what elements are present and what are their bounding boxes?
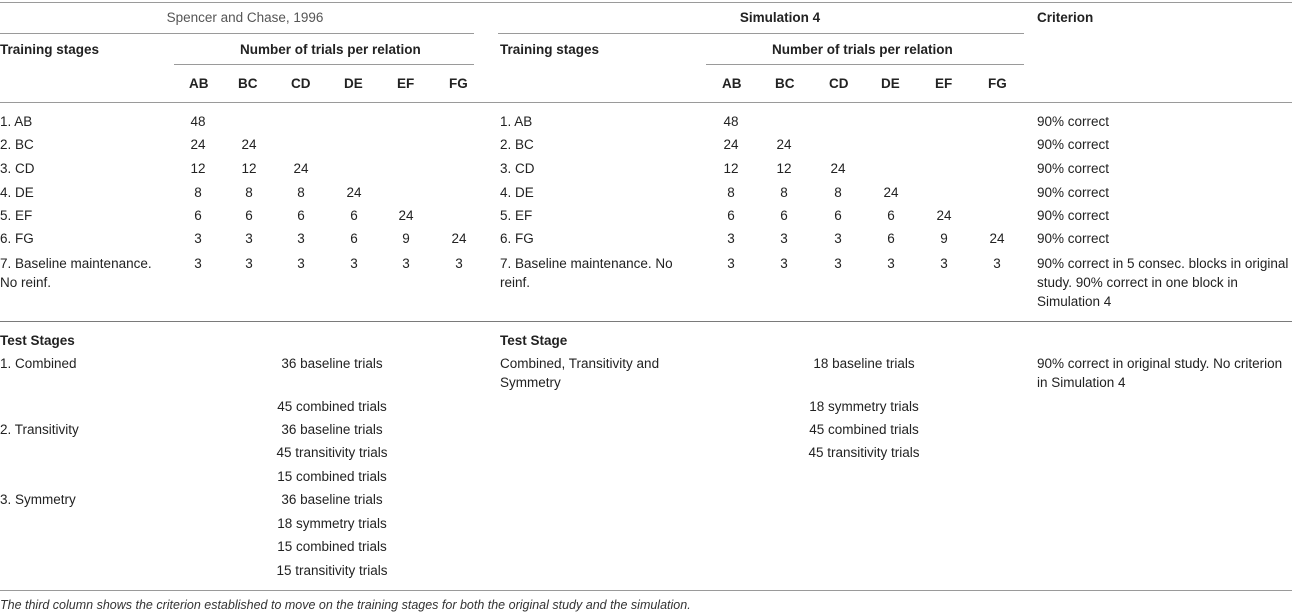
right-relation-cd: CD: [829, 76, 849, 91]
simulation-trial-count: 3: [834, 231, 842, 246]
simulation-trial-count: 8: [834, 185, 842, 200]
test-combined-label: 1. Combined: [0, 356, 77, 371]
right-relation-ef: EF: [935, 76, 953, 91]
training-stage-original: 6. FG: [0, 231, 34, 246]
table-footnote: The third column shows the criterion established to move on the training stages for both the original study and the simulation.: [0, 598, 691, 612]
training-stage-simulation: 5. EF: [500, 208, 533, 223]
rule-under-left-title: [0, 33, 474, 34]
test-transitivity-trial: 45 transitivity trials: [276, 445, 388, 460]
simulation-trial-count: 3: [834, 256, 842, 271]
rule-before-test: [0, 321, 1292, 322]
training-criterion: 90% correct: [1037, 114, 1110, 129]
training-criterion: 90% correct: [1037, 161, 1110, 176]
rule-under-right-title: [498, 33, 1024, 34]
simulation-trial-count: 3: [780, 231, 788, 246]
right-relation-ab: AB: [722, 76, 742, 91]
original-trial-count: 3: [350, 256, 358, 271]
rule-under-header: [0, 102, 1292, 103]
training-stage-simulation: 4. DE: [500, 185, 534, 200]
left-trials-heading: Number of trials per relation: [240, 42, 421, 57]
simulation-trial-count: 6: [834, 208, 842, 223]
original-trial-count: 3: [245, 256, 253, 271]
simulation-trial-count: 3: [727, 231, 735, 246]
training-stage-original: 3. CD: [0, 161, 35, 176]
right-relation-de: DE: [881, 76, 900, 91]
test-simulation-label: Combined, Transitivity and Symmetry: [500, 356, 660, 390]
original-trial-count: 3: [455, 256, 463, 271]
simulation-trial-count: 6: [780, 208, 788, 223]
left-relation-ab: AB: [189, 76, 209, 91]
baseline-stage-original: 7. Baseline maintenance. No reinf.: [0, 256, 152, 290]
simulation-trial-count: 48: [723, 114, 739, 129]
right-study-title: Simulation 4: [739, 10, 821, 25]
training-criterion: 90% correct: [1037, 185, 1110, 200]
simulation-trial-count: 3: [887, 256, 895, 271]
original-trial-count: 3: [194, 231, 202, 246]
test-transitivity-trial: 36 baseline trials: [281, 422, 383, 437]
training-stage-original: 4. DE: [0, 185, 34, 200]
left-relation-ef: EF: [397, 76, 415, 91]
training-stage-original: 2. BC: [0, 137, 34, 152]
original-trial-count: 12: [241, 161, 257, 176]
simulation-trial-count: 12: [776, 161, 792, 176]
baseline-stage-simulation: 7. Baseline maintenance. No reinf.: [500, 256, 673, 290]
original-trial-count: 3: [194, 256, 202, 271]
test-simulation-trial: 45 transitivity trials: [808, 445, 920, 460]
simulation-trial-count: 24: [936, 208, 952, 223]
original-trial-count: 3: [245, 231, 253, 246]
original-trial-count: 24: [293, 161, 309, 176]
original-trial-count: 9: [402, 231, 410, 246]
test-symmetry-trial: 15 combined trials: [277, 539, 387, 554]
table-top-rule: [0, 2, 1292, 3]
training-stage-original: 1. AB: [0, 114, 33, 129]
rule-under-right-trials: [706, 64, 1024, 65]
training-criterion: 90% correct: [1037, 137, 1110, 152]
test-symmetry-trial: 18 symmetry trials: [277, 516, 387, 531]
simulation-trial-count: 8: [727, 185, 735, 200]
test-transitivity-trial: 15 combined trials: [277, 469, 387, 484]
test-simulation-trial: 45 combined trials: [809, 422, 919, 437]
original-trial-count: 24: [398, 208, 414, 223]
simulation-trial-count: 8: [780, 185, 788, 200]
training-criterion: 90% correct: [1037, 231, 1110, 246]
original-trial-count: 6: [245, 208, 253, 223]
simulation-trial-count: 9: [940, 231, 948, 246]
original-trial-count: 8: [297, 185, 305, 200]
baseline-criterion: 90% correct in 5 consec. blocks in original study. 90% correct in one block in Simulation 4: [1037, 256, 1289, 309]
original-trial-count: 3: [402, 256, 410, 271]
original-trial-count: 6: [350, 208, 358, 223]
original-trial-count: 3: [297, 231, 305, 246]
training-stage-simulation: 3. CD: [500, 161, 535, 176]
left-relation-fg: FG: [449, 76, 468, 91]
original-trial-count: 12: [190, 161, 206, 176]
original-trial-count: 6: [297, 208, 305, 223]
right-training-stages-heading: Training stages: [500, 42, 600, 57]
original-trial-count: 3: [297, 256, 305, 271]
original-trial-count: 24: [190, 137, 206, 152]
left-study-title: Spencer and Chase, 1996: [166, 10, 324, 25]
test-symmetry-trial: 15 transitivity trials: [276, 563, 388, 578]
criterion-heading: Criterion: [1037, 10, 1094, 25]
simulation-trial-count: 6: [887, 208, 895, 223]
test-stages-heading: Test Stages: [0, 333, 75, 348]
right-relation-fg: FG: [988, 76, 1007, 91]
test-symmetry-trial: 36 baseline trials: [281, 492, 383, 507]
simulation-trial-count: 12: [723, 161, 739, 176]
test-combined-trial: 45 combined trials: [277, 399, 387, 414]
test-criterion: 90% correct in original study. No criterion in Simulation 4: [1037, 356, 1283, 390]
left-relation-cd: CD: [291, 76, 311, 91]
training-criterion: 90% correct: [1037, 208, 1110, 223]
test-symmetry-label: 3. Symmetry: [0, 492, 76, 507]
rule-under-left-trials: [174, 64, 474, 65]
table-bottom-rule: [0, 590, 1292, 591]
test-stage-heading: Test Stage: [500, 333, 568, 348]
simulation-trial-count: 3: [940, 256, 948, 271]
test-simulation-trial: 18 symmetry trials: [809, 399, 919, 414]
training-stage-simulation: 1. AB: [500, 114, 533, 129]
left-relation-bc: BC: [238, 76, 258, 91]
simulation-trial-count: 3: [993, 256, 1001, 271]
simulation-trial-count: 24: [723, 137, 739, 152]
simulation-trial-count: 24: [776, 137, 792, 152]
test-simulation-trial: 18 baseline trials: [813, 356, 915, 371]
training-stage-simulation: 2. BC: [500, 137, 534, 152]
test-transitivity-label: 2. Transitivity: [0, 422, 79, 437]
left-relation-de: DE: [344, 76, 363, 91]
original-trial-count: 24: [346, 185, 362, 200]
simulation-trial-count: 3: [780, 256, 788, 271]
original-trial-count: 24: [451, 231, 467, 246]
original-trial-count: 24: [241, 137, 257, 152]
original-trial-count: 48: [190, 114, 206, 129]
test-combined-trial: 36 baseline trials: [281, 356, 383, 371]
original-trial-count: 8: [194, 185, 202, 200]
right-relation-bc: BC: [775, 76, 795, 91]
original-trial-count: 8: [245, 185, 253, 200]
simulation-trial-count: 24: [883, 185, 899, 200]
simulation-trial-count: 3: [727, 256, 735, 271]
training-stage-simulation: 6. FG: [500, 231, 534, 246]
simulation-trial-count: 6: [727, 208, 735, 223]
original-trial-count: 6: [194, 208, 202, 223]
right-trials-heading: Number of trials per relation: [772, 42, 953, 57]
original-trial-count: 6: [350, 231, 358, 246]
simulation-trial-count: 6: [887, 231, 895, 246]
left-training-stages-heading: Training stages: [0, 42, 100, 57]
simulation-trial-count: 24: [989, 231, 1005, 246]
simulation-trial-count: 24: [830, 161, 846, 176]
training-stage-original: 5. EF: [0, 208, 33, 223]
